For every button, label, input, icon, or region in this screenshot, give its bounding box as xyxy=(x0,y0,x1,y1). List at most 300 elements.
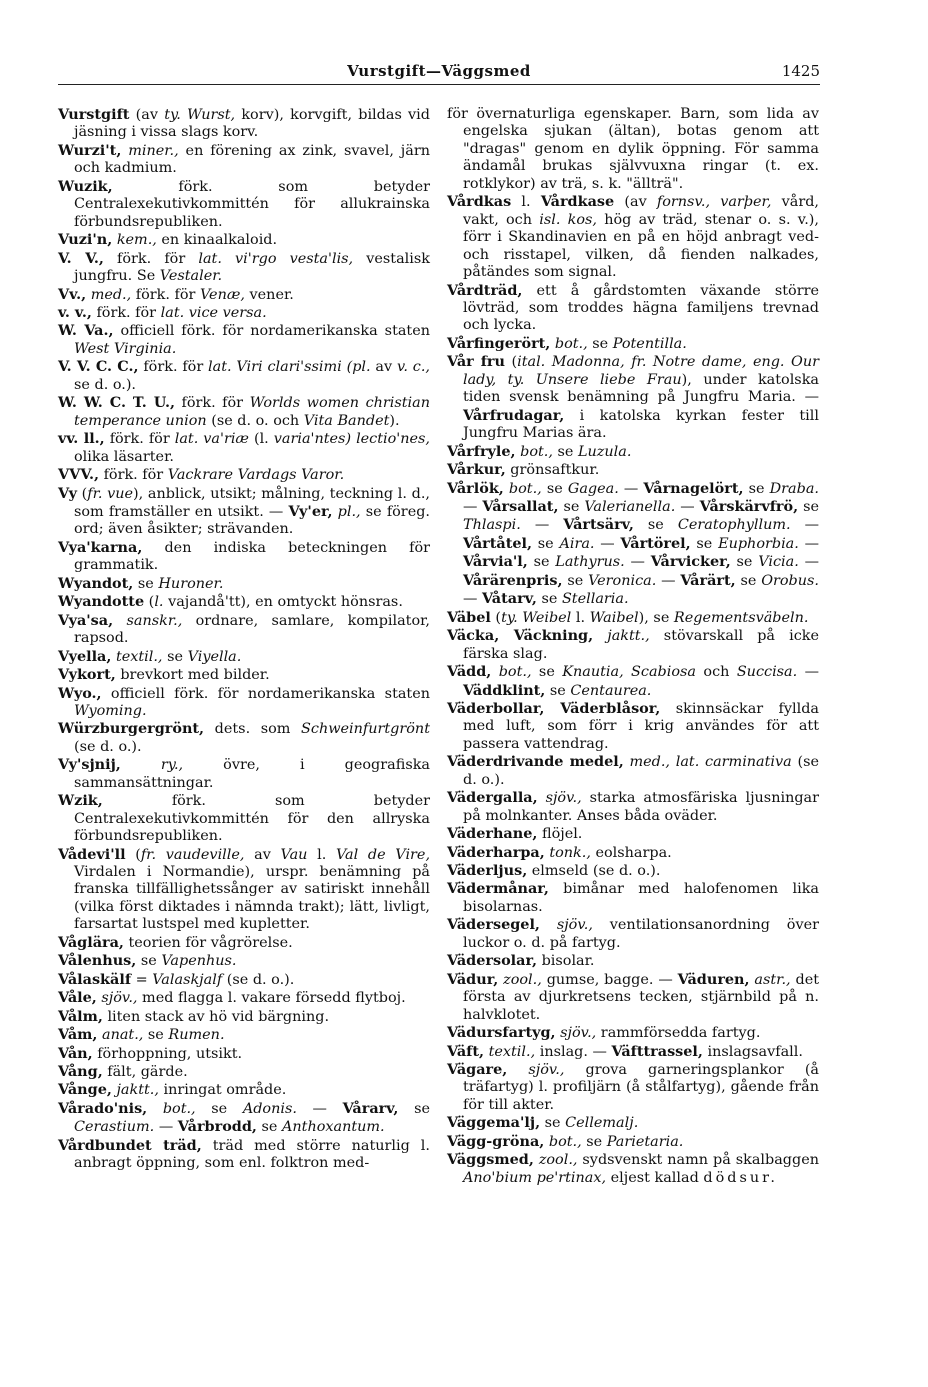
entry-headword: Väderljus, xyxy=(447,862,528,880)
entry-headword: Vya'sa, xyxy=(58,611,114,629)
dictionary-entry xyxy=(58,250,430,286)
entry-text: av xyxy=(244,846,281,863)
entry-headword: Väderharpa, xyxy=(447,843,545,861)
entry-text: textil., xyxy=(115,648,163,665)
dictionary-entry xyxy=(58,106,430,142)
entry-text: Ano'bium pe'rtinax, xyxy=(463,1169,607,1186)
entry-headword: Vår fru xyxy=(447,353,505,371)
entry-headword: W. Va., xyxy=(58,322,114,340)
dictionary-entry xyxy=(58,178,430,231)
entry-text: Cerastium. xyxy=(74,1119,155,1136)
entry-text: grova garneringsplankor (å träfartyg) l. profiljärn (å stålfartyg), gående från för till akter. xyxy=(463,1062,820,1113)
entry-text: — xyxy=(624,554,651,571)
entry-text: det första av djurkretsens tecken, stjärnbild på n. halvklotet. xyxy=(463,971,820,1023)
entry-text: Wyoming. xyxy=(74,702,147,719)
entry-text: tonk., xyxy=(549,844,591,861)
entry-text: inslag. — xyxy=(535,1043,612,1060)
entry-text: se xyxy=(587,335,613,352)
dictionary-entry xyxy=(447,1043,819,1061)
entry-headword: Väggema'lj, xyxy=(447,1114,541,1132)
entry-text: fält, gärde. xyxy=(102,1064,188,1081)
running-head: Vurstgift—Väggsmed xyxy=(347,62,531,80)
dictionary-entry xyxy=(58,971,430,989)
dictionary-entry xyxy=(447,353,819,442)
entry-headword: Vädersolar, xyxy=(447,952,538,970)
dictionary-entry xyxy=(447,700,819,753)
dictionary-entry xyxy=(447,1024,819,1042)
entry-text xyxy=(540,917,557,933)
entry-text: — xyxy=(594,535,621,552)
dictionary-entry xyxy=(58,989,430,1007)
dictionary-entry xyxy=(58,286,430,304)
dictionary-entry xyxy=(58,466,430,484)
entry-text: se xyxy=(730,554,759,571)
entry-text: eolsharpa. xyxy=(590,844,672,861)
entry-headword: Wyandot, xyxy=(58,574,134,592)
dictionary-entry xyxy=(58,756,430,792)
entry-text: lat. vice versa. xyxy=(160,304,267,321)
entry-headword: Vy xyxy=(58,484,77,502)
entry-text: träd med större naturlig l. anbragt öppning, som enl. folktron med- xyxy=(74,1137,430,1172)
entry-text: bot., xyxy=(498,664,532,681)
entry-text: Gagea. xyxy=(567,480,619,497)
entry-headword: Väcka, Väckning, xyxy=(447,627,594,645)
entry-text: — xyxy=(296,1100,343,1117)
entry-text: ( xyxy=(76,485,88,502)
entry-text: (se d. o. och xyxy=(206,412,304,429)
entry-headword: Vårärenpris, xyxy=(463,571,563,589)
entry-text: Cellemalj. xyxy=(565,1115,639,1132)
entry-text: se xyxy=(532,535,560,552)
dictionary-entry xyxy=(58,648,430,666)
dictionary-entry xyxy=(58,485,430,539)
entry-text: bot., xyxy=(548,1133,582,1150)
entry-text: Parietaria. xyxy=(606,1133,684,1150)
entry-text: den indiska beteckningen för grammatik. xyxy=(74,539,430,574)
left-column xyxy=(58,106,430,1173)
entry-headword: Vårärt, xyxy=(680,571,736,589)
entry-text: övre, i geografiska sammansättningar. xyxy=(74,757,431,791)
dictionary-entry xyxy=(447,825,819,843)
entry-text: se xyxy=(581,1133,607,1150)
entry-headword: Vårkur, xyxy=(447,461,506,479)
entry-text: — xyxy=(463,498,483,515)
entry-text: se xyxy=(398,1100,430,1117)
entry-text: varia'ntes) lectio'nes, xyxy=(273,431,430,448)
entry-text: officiell förk. för nordamerikanska staten xyxy=(113,323,430,340)
entry-text: ( xyxy=(144,594,155,611)
entry-headword: Vädursfartyg, xyxy=(447,1024,556,1042)
entry-text: Veronica. xyxy=(588,572,657,589)
entry-text: officiell förk. för nordamerikanska staten xyxy=(101,685,430,702)
dictionary-entry xyxy=(58,1026,430,1044)
entry-headword: Vya'karna, xyxy=(58,538,143,556)
entry-text xyxy=(491,664,498,680)
dictionary-entry xyxy=(447,1061,819,1114)
entry-text: Adonis. xyxy=(242,1100,297,1117)
dictionary-entry xyxy=(58,934,430,952)
entry-text: korv), korvgift, bildas vid jäsning i vissa slags korv. xyxy=(74,107,430,141)
entry-headword: Vårfingerört, xyxy=(447,334,551,352)
entry-text xyxy=(507,1062,528,1078)
entry-text: vajandå'tt), en omtyckt hönsras. xyxy=(163,594,403,611)
dictionary-entry xyxy=(447,1133,819,1151)
entry-text: elmseld (se d. o.). xyxy=(527,863,661,880)
dictionary-entry xyxy=(58,1045,430,1063)
entry-text: se xyxy=(136,953,162,970)
entry-headword: Vädermånar, xyxy=(447,880,549,898)
entry-text: se xyxy=(531,664,563,681)
entry-text: med., xyxy=(90,286,132,303)
entry-text: jaktt., xyxy=(116,1082,159,1099)
entry-text: sjöv., xyxy=(560,1025,597,1042)
dictionary-entry xyxy=(447,627,819,663)
entry-text: bot., xyxy=(162,1100,196,1117)
entry-text: sjöv., xyxy=(528,1062,565,1079)
entry-text: se xyxy=(633,517,678,534)
entry-headword: Våle, xyxy=(58,989,97,1007)
entry-text: bot., xyxy=(554,335,588,352)
dictionary-entry xyxy=(447,789,819,825)
entry-text: lat. va'riæ xyxy=(174,431,249,448)
entry-headword: Väbel xyxy=(447,608,491,626)
entry-text: skinnsäckar fyllda med luft, som förr i krig användes för att passera vattendrag. xyxy=(463,700,819,752)
entry-headword: Vuzi'n, xyxy=(58,231,113,249)
entry-text: teorien för vågrörelse. xyxy=(123,934,293,951)
entry-text: inringat område. xyxy=(158,1082,287,1099)
entry-text: gumse, bagge. — xyxy=(541,971,678,988)
dictionary-entry xyxy=(58,304,430,322)
entry-text: se xyxy=(690,535,719,552)
dictionary-entry xyxy=(447,443,819,461)
entry-headword: Wzik, xyxy=(58,792,103,810)
entry-text: rammförsedda fartyg. xyxy=(596,1025,761,1042)
entry-text: — xyxy=(675,498,700,515)
entry-text: vener. xyxy=(244,286,294,303)
dictionary-entry xyxy=(58,593,430,611)
entry-text: Potentilla. xyxy=(612,335,687,352)
entry-text: se xyxy=(527,554,556,571)
page-number: 1425 xyxy=(781,62,820,80)
entry-headword: Vy'sjnij, xyxy=(58,756,121,774)
page-header xyxy=(58,62,820,85)
entry-headword: Vång, xyxy=(58,1063,103,1081)
entry-headword: v. v., xyxy=(58,303,92,321)
entry-headword: Würzburgergrönt, xyxy=(58,720,205,738)
entry-text: se xyxy=(562,572,589,589)
entry-text xyxy=(593,628,607,644)
entry-text: se xyxy=(195,1100,243,1117)
entry-headword: Vyella, xyxy=(58,647,112,665)
dictionary-entry xyxy=(447,862,819,880)
dictionary-entry xyxy=(447,480,819,609)
entry-text: Viyella. xyxy=(187,648,242,665)
dictionary-entry xyxy=(447,952,819,970)
dictionary-entry xyxy=(447,1151,819,1187)
entry-text: Succisa. xyxy=(736,664,798,681)
dictionary-entry xyxy=(447,461,819,479)
entry-text: se xyxy=(133,575,159,592)
dictionary-entry xyxy=(58,142,430,178)
entry-text: (se d. o.). xyxy=(74,738,142,755)
dictionary-entry xyxy=(58,1137,430,1173)
entry-text: Vau xyxy=(280,846,308,863)
entry-text: miner., xyxy=(128,142,179,159)
entry-headword: Vårnagelört, xyxy=(643,479,744,497)
entry-headword: Väderdrivande medel, xyxy=(447,753,624,771)
entry-text: olika läsarter. xyxy=(74,448,174,465)
dictionary-entry xyxy=(58,322,430,358)
dictionary-entry xyxy=(58,952,430,970)
entry-headword: Vårsallat, xyxy=(482,497,559,515)
entry-headword: Våglära, xyxy=(58,933,124,951)
entry-text: förk. för xyxy=(174,395,250,412)
entry-text: ett å gårdstomten växande större lövträd, som troddes hägna familjens trevnad och lycka. xyxy=(463,282,819,334)
dictionary-entry xyxy=(58,1100,430,1137)
entry-text: av xyxy=(370,359,397,376)
dictionary-entry xyxy=(58,792,430,845)
entry-text: — xyxy=(798,535,819,552)
entry-headword: Väderhane, xyxy=(447,825,538,843)
dictionary-entry xyxy=(58,358,430,394)
entry-text: Vita Bandet xyxy=(303,412,390,429)
entry-text: ( xyxy=(125,846,141,863)
entry-text: kem., xyxy=(116,232,157,249)
entry-text: se xyxy=(552,443,578,460)
entry-text: Stellaria. xyxy=(561,591,629,608)
entry-text: ventilationsanordning över luckor o. d. på fartyg. xyxy=(463,917,819,951)
dictionary-entry xyxy=(447,753,819,789)
entry-text: v. c., xyxy=(396,359,430,376)
entry-text: West Virginia. xyxy=(74,340,177,357)
entry-headword: Väddklint, xyxy=(463,681,546,699)
entry-text: se xyxy=(735,572,762,589)
entry-text: (l. xyxy=(248,431,274,448)
entry-text: dödsur. xyxy=(703,1169,778,1186)
entry-text: en kinaalkaloid. xyxy=(156,232,278,249)
entry-text: grönsaftkur. xyxy=(505,462,600,479)
entry-text: ital. Madonna, fr. Notre dame, eng. Our lady, ty. Unsere liebe Frau xyxy=(463,354,819,388)
entry-text: (se d. o.). xyxy=(222,971,295,988)
entry-headword: Vägg-gröna, xyxy=(447,1132,545,1150)
entry-headword: Vurstgift xyxy=(58,106,130,123)
dictionary-entry xyxy=(447,663,819,700)
entry-text: starka atmosfäriska ljusningar på molnkanter. Anses båda oväder. xyxy=(463,790,820,824)
entry-text: — xyxy=(463,591,482,608)
dictionary-entry xyxy=(447,1114,819,1132)
entry-headword: Vädersegel, xyxy=(447,916,540,934)
entry-text: se xyxy=(558,498,585,515)
entry-text: = xyxy=(131,971,153,988)
dictionary-entry xyxy=(447,609,819,627)
dictionary-entry xyxy=(58,231,430,249)
entry-headword: Vårbrodd, xyxy=(177,1118,257,1136)
entry-headword: Vårdträd, xyxy=(447,281,523,299)
entry-headword: W. W. C. T. U., xyxy=(58,394,175,412)
entry-text: se xyxy=(743,480,770,497)
entry-headword: Vårtåtel, xyxy=(463,534,533,552)
entry-headword: Vårarv, xyxy=(342,1099,399,1117)
entry-text: ), under katolska tiden svensk benämning på Jungfru Maria. — xyxy=(463,371,819,406)
dictionary-entry xyxy=(447,971,819,1024)
entry-text: lat. vi'rgo vesta'lis, xyxy=(198,250,354,267)
entry-text: Virdalen i Normandie), urspr. benämning på franska tillfällighetssånger av satiriskt innehåll (vilka först diktades i nämnda trakt); lätt, livligt, farsartat lustspel med kupletter. xyxy=(74,864,430,933)
entry-text: Valaskjalf xyxy=(152,971,223,988)
entry-text: Anthoxantum. xyxy=(282,1119,385,1136)
dictionary-entry xyxy=(447,844,819,862)
entry-text: se xyxy=(256,1119,282,1136)
entry-text: Vestaler. xyxy=(159,268,223,285)
entry-text: Thlaspi. xyxy=(463,517,521,534)
entry-text: förk. som betyder Centralexekutivkommittén för den allryska förbundsrepubliken. xyxy=(74,793,430,845)
dictionary-entry xyxy=(447,916,819,952)
entry-text xyxy=(121,757,161,773)
entry-text: förk. som betyder Centralexekutivkommittén för allukrainska förbundsrepubliken. xyxy=(74,178,430,230)
entry-text: pl., xyxy=(337,503,361,520)
entry-text: fr. vaudeville, xyxy=(140,846,245,863)
entry-headword: Vårlök, xyxy=(447,479,504,497)
entry-text: anat., xyxy=(101,1027,144,1044)
entry-headword: Wyo., xyxy=(58,684,102,702)
entry-text: Vicia. xyxy=(758,554,799,571)
entry-text: Venæ, xyxy=(199,286,245,303)
entry-headword: Väfttrassel, xyxy=(611,1042,703,1060)
dictionary-entry xyxy=(58,430,430,466)
entry-text: dets. som xyxy=(204,721,302,738)
entry-text: för övernaturliga egenskaper. Barn, som lida av engelska sjukan (ältan), botas genom att "dragas" genom en dylik öppning. För samma ändamål brukas självvuxna ringar (t. ex. rotklykor) av trä, s. k. "ällträ". xyxy=(447,106,819,192)
entry-text: flöjel. xyxy=(537,826,583,843)
entry-headword: Vårfryle, xyxy=(447,442,516,460)
entry-text: se xyxy=(162,648,188,665)
entry-text: (av xyxy=(614,194,657,211)
entry-headword: Vånge, xyxy=(58,1081,112,1099)
entry-text: förk. för xyxy=(91,304,161,321)
entry-text: textil., xyxy=(488,1043,536,1060)
dictionary-entry xyxy=(58,539,430,575)
entry-text: Orobus. xyxy=(761,572,819,589)
entry-text: bot., xyxy=(520,443,553,460)
entry-text: — xyxy=(618,480,644,497)
entry-headword: Vårskärvfrö, xyxy=(699,497,799,515)
entry-headword: Väduren, xyxy=(677,970,750,988)
entry-text: se xyxy=(540,1115,566,1132)
entry-text: zool., xyxy=(538,1152,578,1169)
entry-text: Huroner. xyxy=(158,575,224,592)
entry-text: bimånar med halofenomen lika bisolarnas. xyxy=(463,881,819,915)
entry-text: — xyxy=(798,554,819,571)
entry-text: förk. för xyxy=(104,431,175,448)
right-column xyxy=(447,106,819,1187)
entry-text: l. xyxy=(154,594,164,611)
entry-headword: Våtarv, xyxy=(481,590,537,608)
entry-text: sjöv., xyxy=(545,790,582,807)
entry-text: Lathyrus. xyxy=(555,554,625,571)
dictionary-entry xyxy=(447,335,819,353)
entry-text: ordnare, samlare, kompilator, rapsod. xyxy=(74,612,431,647)
entry-text: ry., xyxy=(160,757,184,774)
entry-text: Regementsväbeln. xyxy=(673,609,809,626)
entry-text: se xyxy=(536,591,562,608)
entry-text: isl. kos, xyxy=(539,211,597,228)
entry-headword: Wuzik, xyxy=(58,177,113,195)
entry-text: bot., xyxy=(508,480,542,497)
entry-headword: Wurzi't, xyxy=(58,141,122,159)
entry-headword: Vårfrudagar, xyxy=(463,406,565,424)
entry-text: sjöv., xyxy=(101,990,138,1007)
entry-text: — xyxy=(790,517,819,534)
entry-text: Ceratophyllum. xyxy=(677,517,791,534)
entry-text: och xyxy=(696,664,737,681)
dictionary-entry xyxy=(58,685,430,721)
entry-text xyxy=(147,1101,163,1117)
entry-text: se föreg. ord; även åsikter; strävanden. xyxy=(74,503,430,538)
entry-text xyxy=(538,790,546,806)
entry-text: Rumen. xyxy=(168,1027,225,1044)
entry-headword: Vädd, xyxy=(447,663,492,681)
entry-text: bisolar. xyxy=(537,953,595,970)
dictionary-entry xyxy=(447,880,819,916)
entry-headword: Vädur, xyxy=(447,970,499,988)
entry-headword: V. V. C. C., xyxy=(58,358,139,376)
entry-text: förk. för xyxy=(99,467,168,484)
entry-text: Euphorbia. xyxy=(718,535,799,552)
entry-text: Centaurea. xyxy=(570,682,652,699)
entry-headword: Wyandotte xyxy=(58,593,145,611)
entry-text: sjöv., xyxy=(556,917,593,934)
entry-text: eljest kallad xyxy=(606,1169,704,1186)
entry-headword: Väft, xyxy=(447,1042,485,1060)
entry-headword: Väderbollar, Väderblåsor, xyxy=(447,699,661,717)
entry-text: Luzula. xyxy=(577,443,632,460)
entry-text: — xyxy=(656,572,681,589)
entry-headword: Vårdkas xyxy=(447,193,512,211)
entry-text: (av xyxy=(129,107,165,123)
entry-text: Val de Vire, xyxy=(335,846,431,863)
entry-text: Vapenhus. xyxy=(161,953,237,970)
entry-headword: Vy'er, xyxy=(288,502,333,520)
entry-text: förk. för xyxy=(138,359,209,376)
entry-text: ), se xyxy=(638,609,674,626)
entry-headword: Vårdkase xyxy=(540,193,615,211)
entry-text: se xyxy=(798,498,819,515)
entry-headword: Vårdbundet träd, xyxy=(58,1136,202,1154)
entry-headword: Vårado'nis, xyxy=(58,1099,148,1117)
entry-text: (se d. o.). xyxy=(463,754,819,788)
entry-text: med flagga l. vakare försedd flytboj. xyxy=(137,990,406,1007)
dictionary-entry xyxy=(58,612,430,648)
entry-headword: Våm, xyxy=(58,1026,98,1044)
entry-text: brevkort med bilder. xyxy=(115,667,270,684)
entry-text xyxy=(113,613,126,629)
entry-text: jaktt., xyxy=(607,628,650,645)
entry-text: — xyxy=(797,664,820,681)
dictionary-entry xyxy=(58,575,430,593)
dictionary-entry xyxy=(58,846,430,934)
entry-text: Worlds women christian temperance union xyxy=(74,395,431,429)
entry-headword: Vårvicker, xyxy=(650,553,731,571)
entry-headword: Vårvia'l, xyxy=(463,553,528,571)
entry-text: Aira. xyxy=(559,535,595,552)
dictionary-entry xyxy=(58,1008,430,1026)
entry-headword: Väggsmed, xyxy=(447,1151,534,1169)
entry-text: — xyxy=(154,1119,178,1136)
entry-headword: Vålm, xyxy=(58,1007,103,1025)
entry-text: hög av träd, stenar o. s. v.), förr i Skandinavien en på en höjd anbragt ved- och risstapel, vilken, då fienden nalkades, påtändes som signal. xyxy=(463,211,819,281)
entry-text: l. xyxy=(571,609,590,626)
entry-text: l. xyxy=(307,846,336,863)
entry-text: Vackrare Vardags Varor. xyxy=(167,467,345,484)
dictionary-entry xyxy=(58,394,430,430)
